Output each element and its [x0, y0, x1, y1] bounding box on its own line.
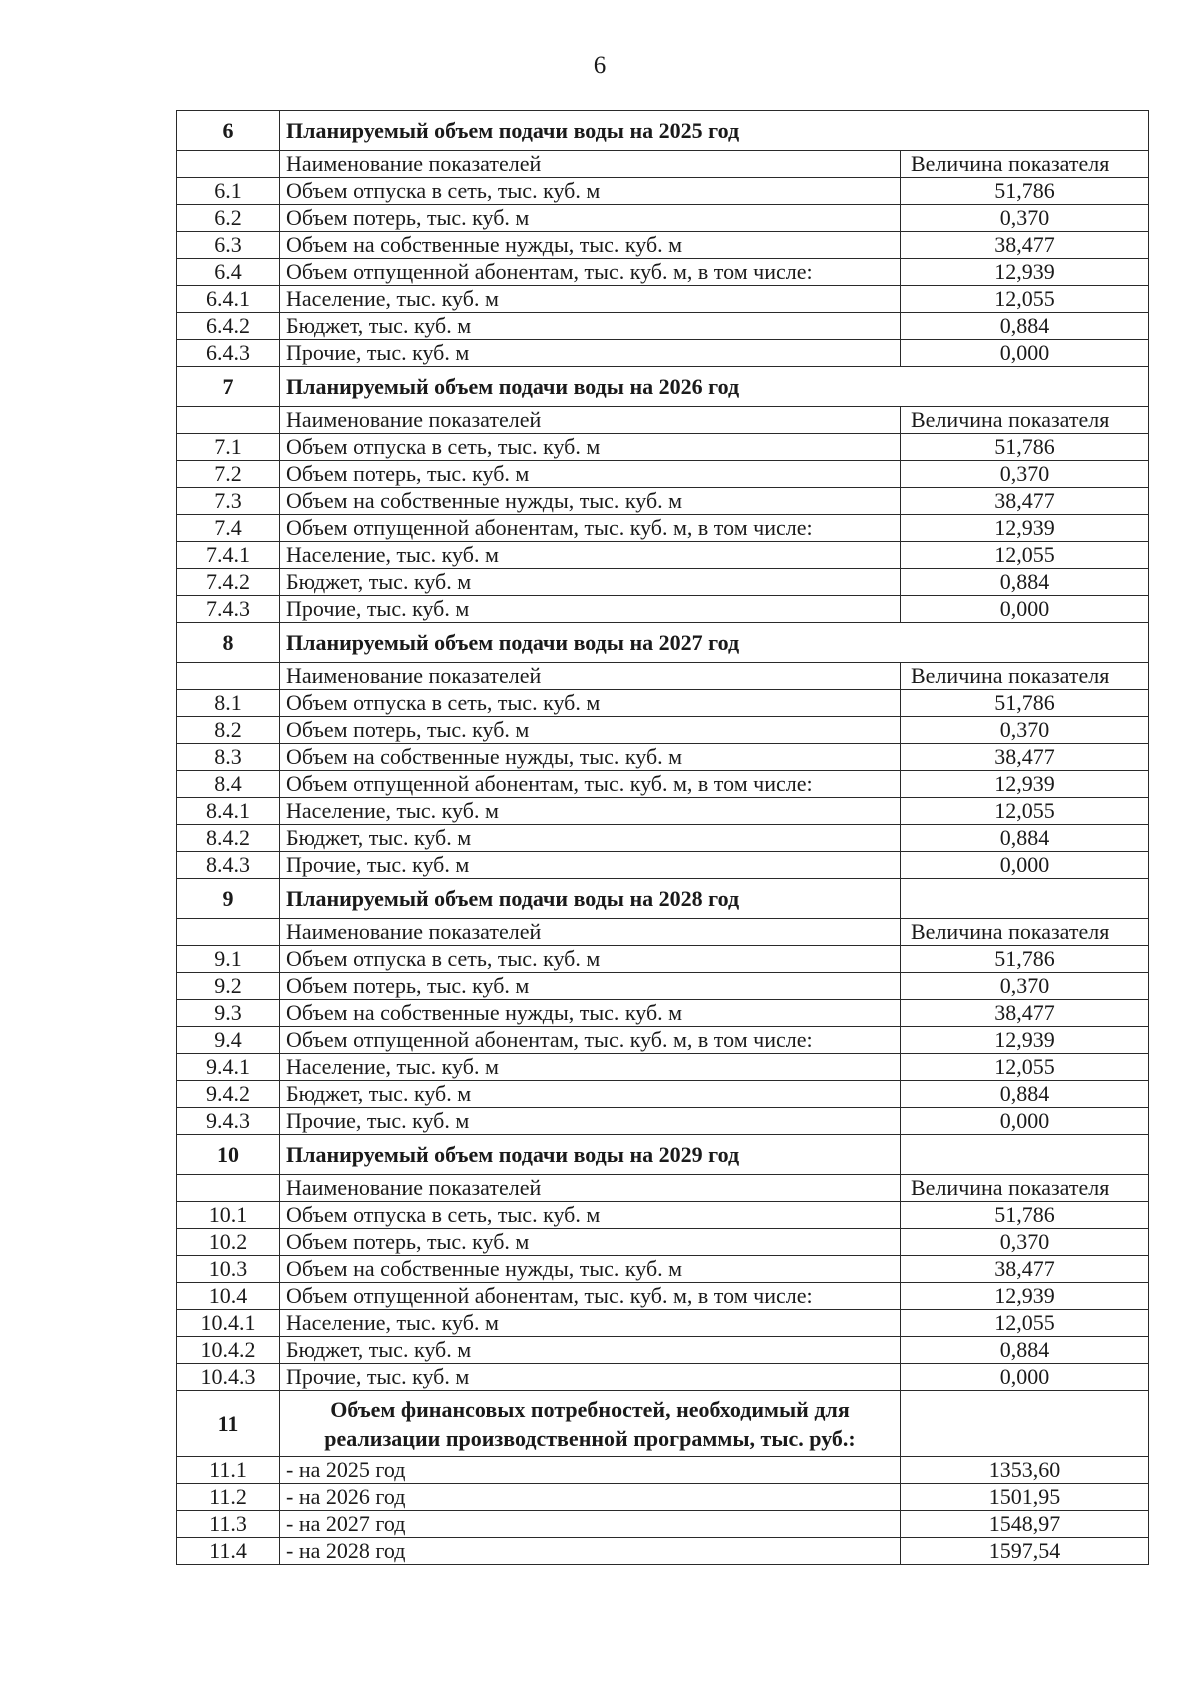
- header-indicator-value: Величина показателя: [901, 1175, 1149, 1202]
- finance-row: [177, 1484, 1149, 1511]
- row-indicator-name: Население, тыс. куб. м: [280, 542, 901, 569]
- table-row: [177, 286, 1149, 313]
- table-row: [177, 313, 1149, 340]
- row-number: 6.4.2: [177, 313, 280, 340]
- row-indicator-value: 12,939: [901, 1283, 1149, 1310]
- column-header-row: [177, 151, 1149, 178]
- table-body: [177, 111, 1149, 1565]
- header-number-blank: [177, 151, 280, 178]
- finance-row-amount: 1597,54: [901, 1538, 1149, 1565]
- finance-row-amount: 1548,97: [901, 1511, 1149, 1538]
- water-supply-table: [176, 110, 1149, 1565]
- row-indicator-value: 38,477: [901, 232, 1149, 259]
- header-indicator-value: Величина показателя: [901, 919, 1149, 946]
- section-number: 6: [177, 111, 280, 151]
- row-indicator-value: 12,055: [901, 542, 1149, 569]
- table-row: [177, 825, 1149, 852]
- section-value-blank: [901, 879, 1149, 919]
- row-indicator-name: Объем отпущенной абонентам, тыс. куб. м, в том числе:: [280, 771, 901, 798]
- header-indicator-value: Величина показателя: [901, 407, 1149, 434]
- table-row: [177, 1256, 1149, 1283]
- row-indicator-value: 51,786: [901, 690, 1149, 717]
- header-indicator-name: Наименование показателей: [280, 663, 901, 690]
- row-indicator-name: Бюджет, тыс. куб. м: [280, 313, 901, 340]
- row-indicator-value: 0,000: [901, 1108, 1149, 1135]
- header-indicator-value: Величина показателя: [901, 151, 1149, 178]
- row-indicator-value: 0,000: [901, 596, 1149, 623]
- row-indicator-value: 0,884: [901, 825, 1149, 852]
- table-row: [177, 744, 1149, 771]
- row-number: 7.4: [177, 515, 280, 542]
- finance-row-period: - на 2025 год: [280, 1457, 901, 1484]
- row-number: 7.3: [177, 488, 280, 515]
- row-indicator-value: 0,884: [901, 1081, 1149, 1108]
- row-indicator-name: Прочие, тыс. куб. м: [280, 340, 901, 367]
- finance-row: [177, 1538, 1149, 1565]
- row-indicator-name: Объем отпущенной абонентам, тыс. куб. м, в том числе:: [280, 1027, 901, 1054]
- row-indicator-name: Население, тыс. куб. м: [280, 1310, 901, 1337]
- row-indicator-name: Бюджет, тыс. куб. м: [280, 825, 901, 852]
- header-number-blank: [177, 663, 280, 690]
- row-number: 9.4: [177, 1027, 280, 1054]
- row-number: 10.4.2: [177, 1337, 280, 1364]
- row-indicator-value: 51,786: [901, 434, 1149, 461]
- row-indicator-value: 0,370: [901, 1229, 1149, 1256]
- row-number: 8.4: [177, 771, 280, 798]
- table-row: [177, 542, 1149, 569]
- header-indicator-name: Наименование показателей: [280, 407, 901, 434]
- table-row: [177, 1364, 1149, 1391]
- row-indicator-name: Население, тыс. куб. м: [280, 1054, 901, 1081]
- finance-row-number: 11.1: [177, 1457, 280, 1484]
- row-number: 9.2: [177, 973, 280, 1000]
- table-row: [177, 852, 1149, 879]
- finance-section-title: Объем финансовых потребностей, необходимый для реализации производственной программы, тыс. руб.:: [280, 1391, 901, 1457]
- header-indicator-name: Наименование показателей: [280, 919, 901, 946]
- table-row: [177, 461, 1149, 488]
- section-title: Планируемый объем подачи воды на 2026 год: [280, 367, 901, 407]
- table-row: [177, 205, 1149, 232]
- row-indicator-name: Прочие, тыс. куб. м: [280, 852, 901, 879]
- row-indicator-name: Объем отпуска в сеть, тыс. куб. м: [280, 1202, 901, 1229]
- row-indicator-name: Объем потерь, тыс. куб. м: [280, 461, 901, 488]
- row-indicator-name: Объем отпуска в сеть, тыс. куб. м: [280, 690, 901, 717]
- finance-row-period: - на 2027 год: [280, 1511, 901, 1538]
- row-number: 10.1: [177, 1202, 280, 1229]
- page-number: 6: [593, 52, 607, 79]
- finance-row-period: - на 2028 год: [280, 1538, 901, 1565]
- row-indicator-name: Объем потерь, тыс. куб. м: [280, 205, 901, 232]
- row-indicator-name: Население, тыс. куб. м: [280, 286, 901, 313]
- finance-row-amount: 1501,95: [901, 1484, 1149, 1511]
- row-number: 6.3: [177, 232, 280, 259]
- row-number: 8.1: [177, 690, 280, 717]
- finance-row: [177, 1511, 1149, 1538]
- row-number: 9.4.2: [177, 1081, 280, 1108]
- row-indicator-name: Объем отпущенной абонентам, тыс. куб. м, в том числе:: [280, 515, 901, 542]
- section-number: 10: [177, 1135, 280, 1175]
- finance-row-number: 11.4: [177, 1538, 280, 1565]
- section-title-row: [177, 623, 1149, 663]
- row-indicator-value: 0,000: [901, 340, 1149, 367]
- row-indicator-value: 12,055: [901, 1310, 1149, 1337]
- table-row: [177, 771, 1149, 798]
- row-indicator-name: Прочие, тыс. куб. м: [280, 596, 901, 623]
- section-value-blank: [901, 111, 1149, 151]
- row-indicator-name: Объем на собственные нужды, тыс. куб. м: [280, 744, 901, 771]
- section-title-row: [177, 367, 1149, 407]
- table-row: [177, 178, 1149, 205]
- row-number: 9.4.3: [177, 1108, 280, 1135]
- row-indicator-value: 12,939: [901, 771, 1149, 798]
- row-number: 8.2: [177, 717, 280, 744]
- row-number: 7.4.2: [177, 569, 280, 596]
- row-indicator-value: 12,939: [901, 1027, 1149, 1054]
- row-indicator-name: Объем отпуска в сеть, тыс. куб. м: [280, 178, 901, 205]
- row-number: 10.3: [177, 1256, 280, 1283]
- section-title-row: [177, 1135, 1149, 1175]
- row-number: 10.2: [177, 1229, 280, 1256]
- section-title: Планируемый объем подачи воды на 2029 год: [280, 1135, 901, 1175]
- row-indicator-value: 0,884: [901, 313, 1149, 340]
- finance-title-row: [177, 1391, 1149, 1457]
- row-number: 9.3: [177, 1000, 280, 1027]
- finance-row-amount: 1353,60: [901, 1457, 1149, 1484]
- section-title-row: [177, 111, 1149, 151]
- row-number: 8.4.3: [177, 852, 280, 879]
- header-number-blank: [177, 1175, 280, 1202]
- row-number: 7.4.3: [177, 596, 280, 623]
- row-indicator-value: 0,370: [901, 461, 1149, 488]
- table-row: [177, 717, 1149, 744]
- table-row: [177, 973, 1149, 1000]
- finance-row-number: 11.2: [177, 1484, 280, 1511]
- table-row: [177, 488, 1149, 515]
- table-row: [177, 340, 1149, 367]
- row-number: 10.4.3: [177, 1364, 280, 1391]
- row-indicator-value: 0,884: [901, 569, 1149, 596]
- row-indicator-name: Объем отпущенной абонентам, тыс. куб. м, в том числе:: [280, 259, 901, 286]
- row-number: 10.4.1: [177, 1310, 280, 1337]
- row-indicator-name: Население, тыс. куб. м: [280, 798, 901, 825]
- table-row: [177, 232, 1149, 259]
- table-row: [177, 798, 1149, 825]
- section-number: 7: [177, 367, 280, 407]
- row-indicator-name: Прочие, тыс. куб. м: [280, 1364, 901, 1391]
- row-indicator-name: Объем отпущенной абонентам, тыс. куб. м, в том числе:: [280, 1283, 901, 1310]
- row-indicator-value: 0,000: [901, 852, 1149, 879]
- row-indicator-name: Объем на собственные нужды, тыс. куб. м: [280, 1000, 901, 1027]
- row-indicator-value: 51,786: [901, 1202, 1149, 1229]
- row-indicator-value: 0,884: [901, 1337, 1149, 1364]
- row-indicator-name: Бюджет, тыс. куб. м: [280, 569, 901, 596]
- row-indicator-name: Бюджет, тыс. куб. м: [280, 1081, 901, 1108]
- table-row: [177, 690, 1149, 717]
- header-number-blank: [177, 919, 280, 946]
- column-header-row: [177, 919, 1149, 946]
- row-indicator-value: 51,786: [901, 946, 1149, 973]
- table-row: [177, 1108, 1149, 1135]
- row-indicator-value: 0,000: [901, 1364, 1149, 1391]
- row-indicator-value: 38,477: [901, 744, 1149, 771]
- finance-value-blank: [901, 1391, 1149, 1457]
- row-indicator-name: Объем потерь, тыс. куб. м: [280, 1229, 901, 1256]
- row-number: 8.4.1: [177, 798, 280, 825]
- row-indicator-name: Объем на собственные нужды, тыс. куб. м: [280, 488, 901, 515]
- table-row: [177, 1337, 1149, 1364]
- row-number: 7.4.1: [177, 542, 280, 569]
- column-header-row: [177, 663, 1149, 690]
- section-title: Планируемый объем подачи воды на 2027 год: [280, 623, 901, 663]
- section-value-blank: [901, 623, 1149, 663]
- row-indicator-value: 12,939: [901, 515, 1149, 542]
- row-indicator-value: 0,370: [901, 205, 1149, 232]
- row-indicator-value: 38,477: [901, 488, 1149, 515]
- table-row: [177, 1054, 1149, 1081]
- row-number: 9.4.1: [177, 1054, 280, 1081]
- column-header-row: [177, 1175, 1149, 1202]
- row-indicator-value: 12,055: [901, 286, 1149, 313]
- section-title: Планируемый объем подачи воды на 2025 год: [280, 111, 901, 151]
- row-number: 7.2: [177, 461, 280, 488]
- header-indicator-value: Величина показателя: [901, 663, 1149, 690]
- row-number: 8.4.2: [177, 825, 280, 852]
- row-indicator-value: 12,939: [901, 259, 1149, 286]
- row-indicator-name: Объем отпуска в сеть, тыс. куб. м: [280, 946, 901, 973]
- table-row: [177, 1229, 1149, 1256]
- table-row: [177, 1000, 1149, 1027]
- row-number: 6.2: [177, 205, 280, 232]
- row-number: 10.4: [177, 1283, 280, 1310]
- row-number: 9.1: [177, 946, 280, 973]
- section-number: 9: [177, 879, 280, 919]
- row-number: 6.4: [177, 259, 280, 286]
- section-title-row: [177, 879, 1149, 919]
- finance-row: [177, 1457, 1149, 1484]
- table-row: [177, 1283, 1149, 1310]
- row-indicator-name: Объем потерь, тыс. куб. м: [280, 973, 901, 1000]
- header-indicator-name: Наименование показателей: [280, 1175, 901, 1202]
- table-row: [177, 434, 1149, 461]
- row-indicator-value: 0,370: [901, 717, 1149, 744]
- row-indicator-name: Прочие, тыс. куб. м: [280, 1108, 901, 1135]
- row-number: 6.4.3: [177, 340, 280, 367]
- column-header-row: [177, 407, 1149, 434]
- table-row: [177, 946, 1149, 973]
- section-value-blank: [901, 1135, 1149, 1175]
- header-indicator-name: Наименование показателей: [280, 151, 901, 178]
- row-indicator-name: Объем на собственные нужды, тыс. куб. м: [280, 232, 901, 259]
- row-indicator-name: Объем отпуска в сеть, тыс. куб. м: [280, 434, 901, 461]
- row-indicator-name: Объем на собственные нужды, тыс. куб. м: [280, 1256, 901, 1283]
- row-indicator-value: 0,370: [901, 973, 1149, 1000]
- table-row: [177, 1081, 1149, 1108]
- row-indicator-name: Объем потерь, тыс. куб. м: [280, 717, 901, 744]
- row-number: 8.3: [177, 744, 280, 771]
- table-row: [177, 569, 1149, 596]
- section-value-blank: [901, 367, 1149, 407]
- table-row: [177, 596, 1149, 623]
- table-row: [177, 1202, 1149, 1229]
- finance-section-number: 11: [177, 1391, 280, 1457]
- row-indicator-value: 38,477: [901, 1256, 1149, 1283]
- section-title: Планируемый объем подачи воды на 2028 год: [280, 879, 901, 919]
- table-row: [177, 259, 1149, 286]
- table-row: [177, 1310, 1149, 1337]
- row-indicator-name: Бюджет, тыс. куб. м: [280, 1337, 901, 1364]
- row-number: 6.4.1: [177, 286, 280, 313]
- header-number-blank: [177, 407, 280, 434]
- section-number: 8: [177, 623, 280, 663]
- row-indicator-value: 12,055: [901, 1054, 1149, 1081]
- finance-row-number: 11.3: [177, 1511, 280, 1538]
- row-number: 6.1: [177, 178, 280, 205]
- table-row: [177, 515, 1149, 542]
- row-indicator-value: 12,055: [901, 798, 1149, 825]
- row-number: 7.1: [177, 434, 280, 461]
- row-indicator-value: 38,477: [901, 1000, 1149, 1027]
- table-row: [177, 1027, 1149, 1054]
- row-indicator-value: 51,786: [901, 178, 1149, 205]
- finance-row-period: - на 2026 год: [280, 1484, 901, 1511]
